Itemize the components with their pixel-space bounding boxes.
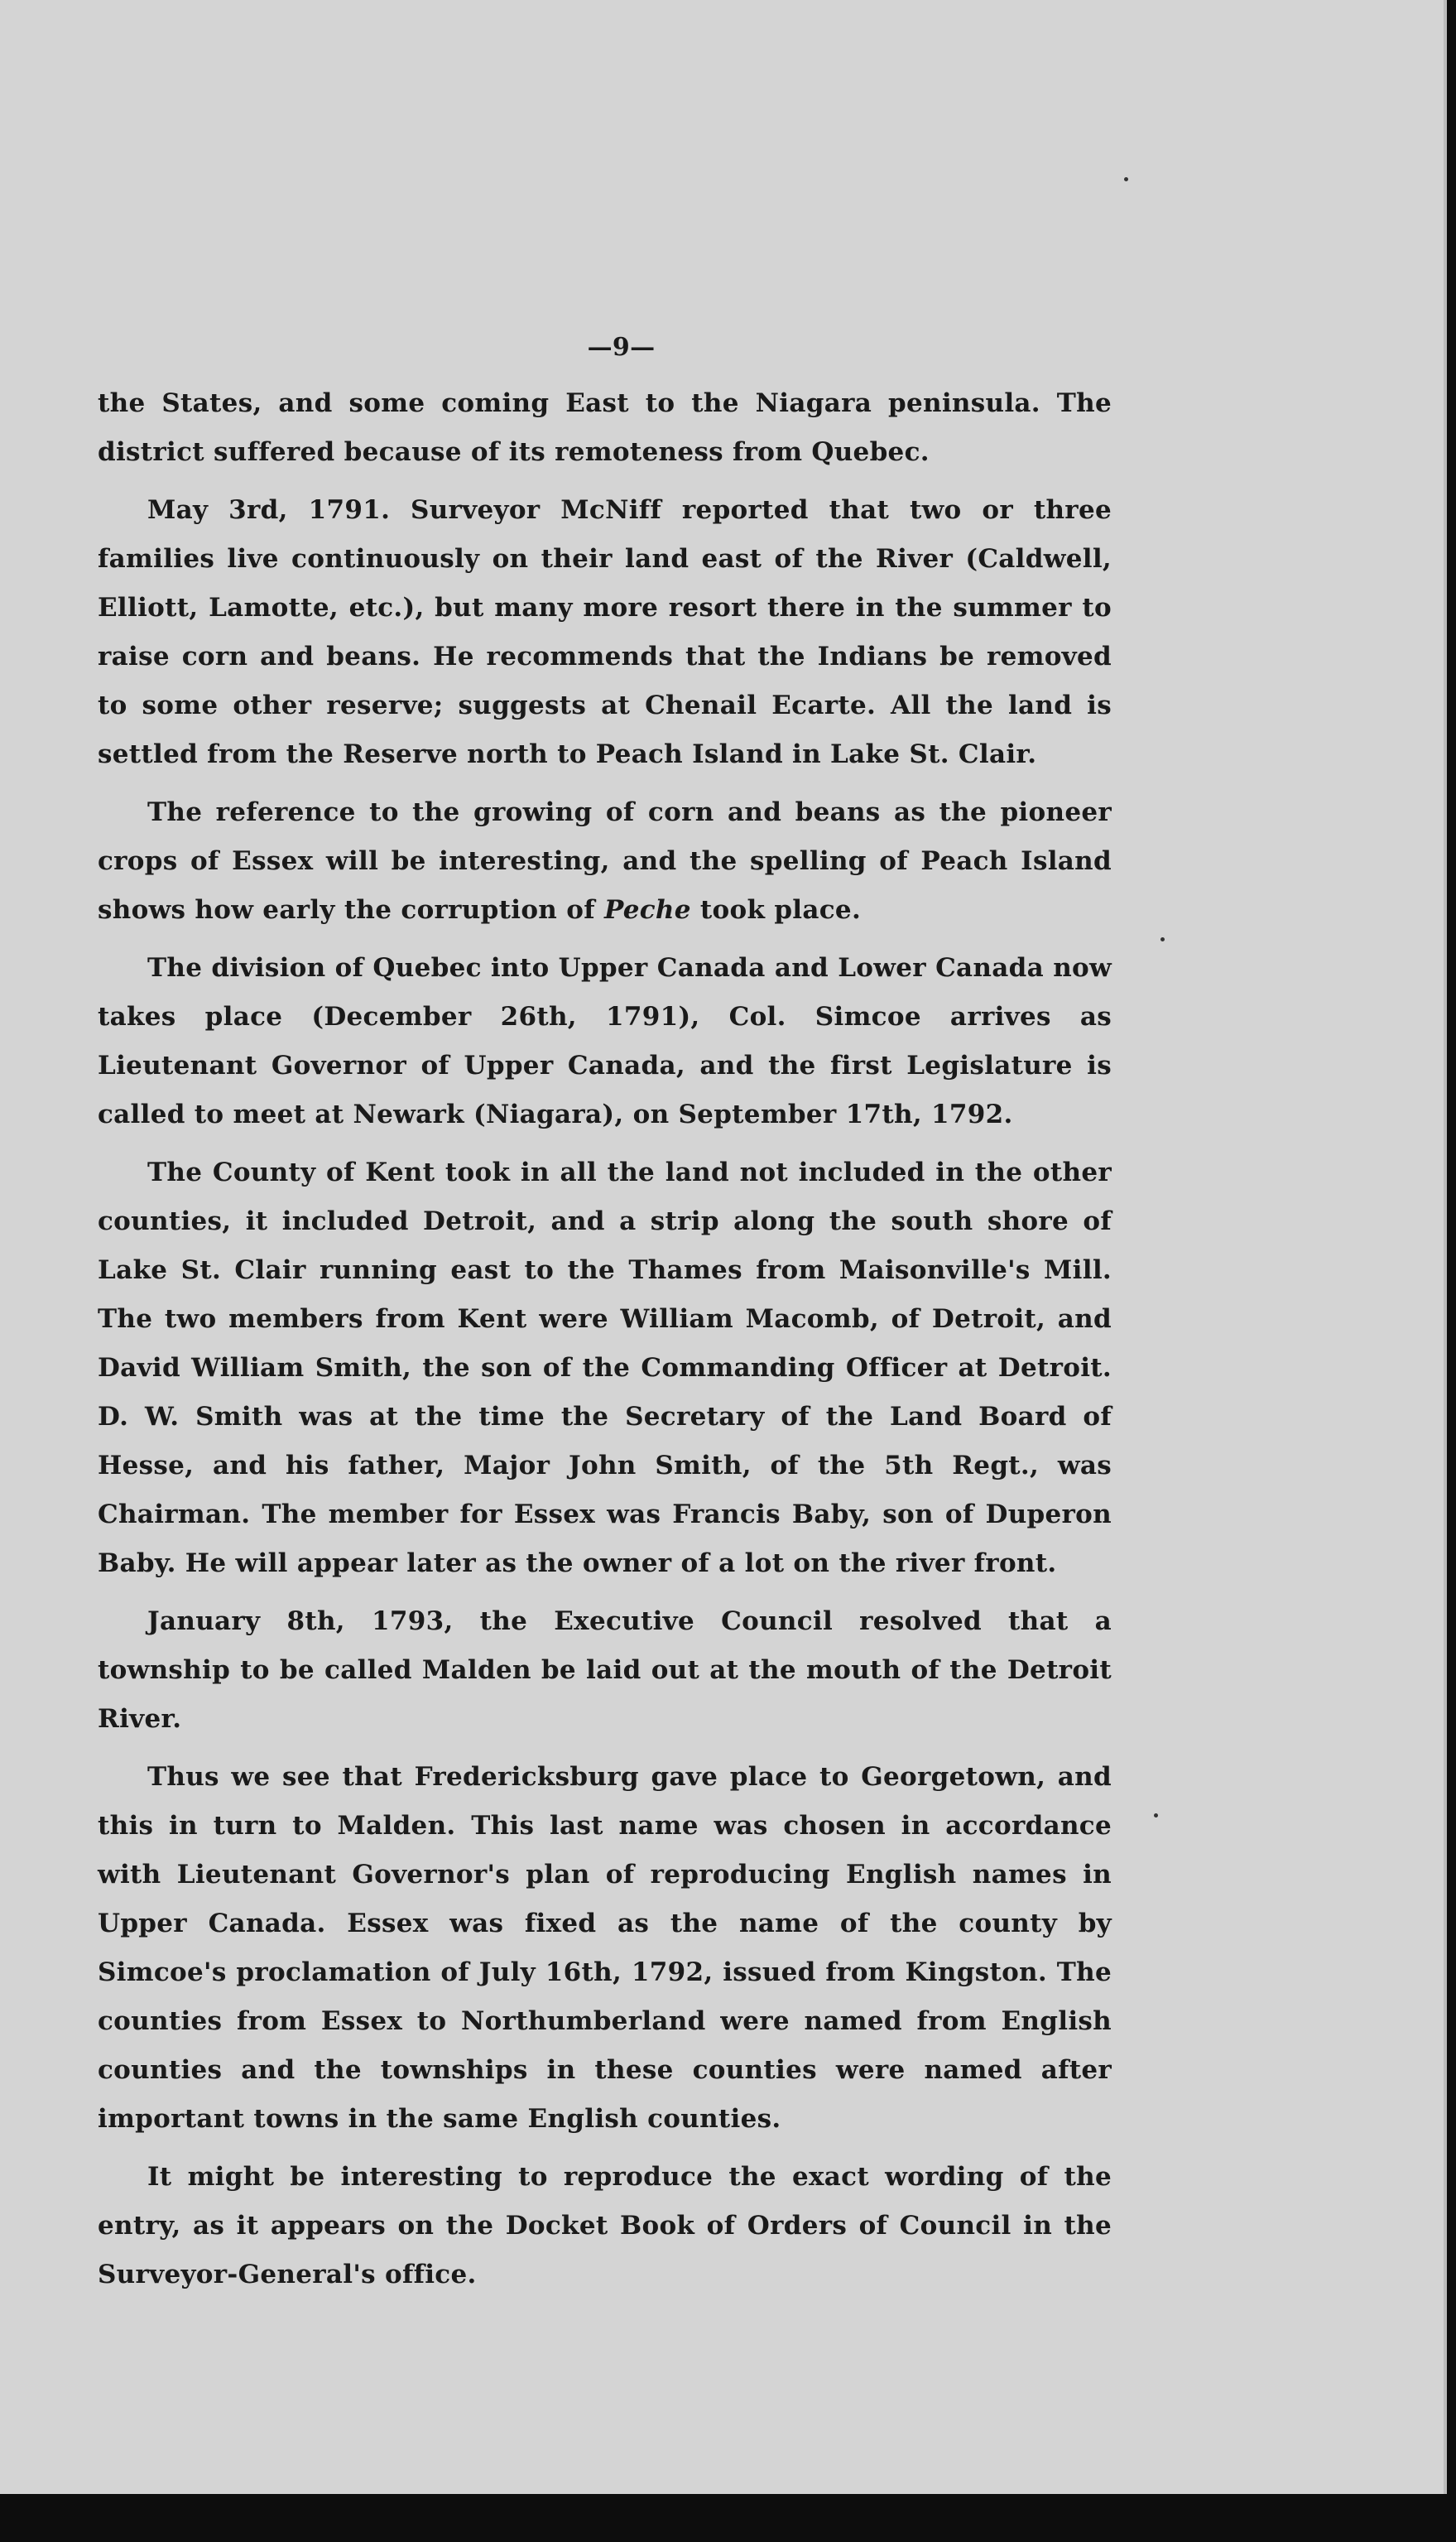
scan-speck (1160, 937, 1165, 941)
paragraph-text: May 3rd, 1791. Surveyor McNiff reported that two or three families live continuously on their land east of the River (Caldwell, Elliott, Lamotte, etc.), but many more resort there in the summer to raise corn and beans. He recommends that the Indians be removed to some other reserve; suggests at Chenail Ecarte. All the land is settled from the Reserve north to Peach Island in Lake St. Clair. (98, 495, 1112, 769)
scan-speck (1124, 177, 1128, 181)
italic-text: Peche (603, 895, 691, 925)
paragraph (98, 1148, 1112, 1588)
paragraph-text: took place. (690, 895, 862, 925)
paragraph-text: The reference to the growing of corn and beans as the pioneer crops of Essex will be interesting, and the spelling of Peach Island shows how early the corruption of (98, 797, 1112, 925)
paragraph (98, 379, 1112, 477)
page-text (98, 331, 1112, 2309)
paragraph (98, 944, 1112, 1139)
paragraph (98, 486, 1112, 779)
paragraph (98, 1597, 1112, 1744)
paragraph-list (98, 379, 1112, 2299)
page-number: —9— (587, 333, 656, 362)
paragraph (98, 2153, 1112, 2299)
paragraph-text: The County of Kent took in all the land not included in the other counties, it included Detroit, and a strip along the south shore of Lake St. Clair running east to the Thames from Maisonville's Mill. The two members from Kent were William Macomb, of Detroit, and David William Smith, the son of the Commanding Officer at Detroit. D. W. Smith was at the time the Secretary of the Land Board of Hesse, and his father, Major John Smith, of the 5th Regt., was Chairman. The member for Essex was Francis Baby, son of Duperon Baby. He will appear later as the owner of a lot on the river front. (98, 1158, 1112, 1578)
scan-speck (1154, 1813, 1158, 1817)
paragraph-text: the States, and some coming East to the Niagara peninsula. The district suffered because of its remoteness from Quebec. (98, 388, 1112, 467)
paragraph-text: The division of Quebec into Upper Canada and Lower Canada now takes place (December 26th, 1791), Col. Simcoe arrives as Lieutenant Governor of Upper Canada, and the first Legislature is called to meet at Newark (Niagara), on September 17th, 1792. (98, 953, 1112, 1129)
paragraph-text: January 8th, 1793, the Executive Council resolved that a township to be called Malden be laid out at the mouth of the Detroit River. (98, 1606, 1112, 1734)
paragraph (98, 788, 1112, 935)
paragraph (98, 1753, 1112, 2144)
paragraph-text: Thus we see that Fredericksburg gave place to Georgetown, and this in turn to Malden. This last name was chosen in accordance with Lieutenant Governor's plan of reproducing English names in Upper Canada. Essex was fixed as the name of the county by Simcoe's proclamation of July 16th, 1792, issued from Kingston. The counties from Essex to Northumberland were named from English counties and the townships in these counties were named after important towns in the same English counties. (98, 1762, 1112, 2134)
paragraph-text: It might be interesting to reproduce the exact wording of the entry, as it appears on the Docket Book of Orders of Council in the Surveyor-General's office. (98, 2162, 1112, 2289)
